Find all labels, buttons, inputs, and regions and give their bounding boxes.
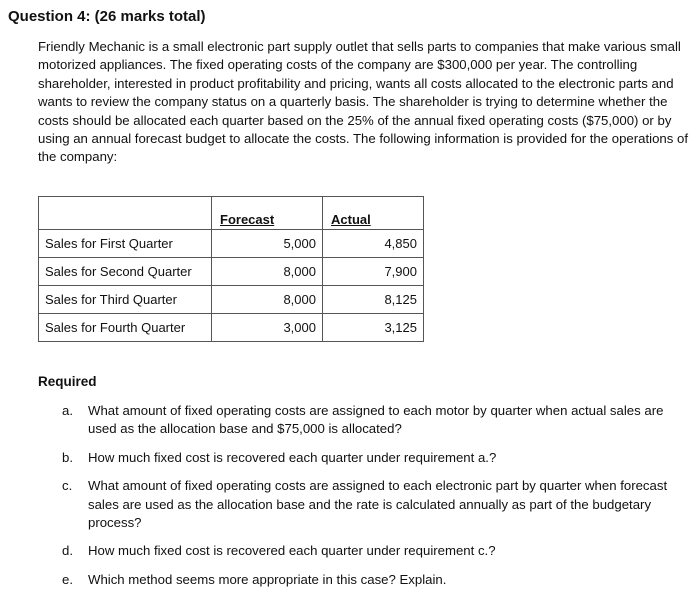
row-actual: 3,125 [323, 314, 424, 342]
header-label [39, 197, 212, 230]
row-label: Sales for Fourth Quarter [39, 314, 212, 342]
sales-table [38, 196, 424, 342]
item-text: Which method seems more appropriate in this case? Explain. [88, 571, 447, 587]
header-forecast: Forecast [212, 197, 323, 230]
table-row [39, 286, 424, 314]
item-text: How much fixed cost is recovered each quarter under requirement a.? [88, 449, 497, 465]
required-heading: Required [38, 374, 97, 389]
table-header-row [39, 197, 424, 230]
list-item [62, 571, 692, 589]
table-row [39, 230, 424, 258]
list-item [62, 402, 692, 439]
row-label: Sales for First Quarter [39, 230, 212, 258]
item-text: What amount of fixed operating costs are assigned to each electronic part by quarter when forecast sales are used as the allocation base and the rate is calculated annually as part of the budgetary process? [88, 478, 668, 531]
table-row [39, 314, 424, 342]
row-forecast: 8,000 [212, 286, 323, 314]
required-list [62, 402, 692, 599]
list-item [62, 449, 692, 467]
item-letter: c. [62, 478, 73, 494]
list-item [62, 477, 692, 532]
item-text: How much fixed cost is recovered each quarter under requirement c.? [88, 543, 496, 559]
row-actual: 7,900 [323, 258, 424, 286]
list-item [62, 542, 692, 560]
item-letter: d. [62, 543, 73, 559]
item-letter: a. [62, 403, 73, 418]
row-label: Sales for Third Quarter [39, 286, 212, 314]
item-text: What amount of fixed operating costs are assigned to each motor by quarter when actual sales are used as the allocation base and $75,000 is allocated? [88, 403, 664, 437]
row-actual: 8,125 [323, 286, 424, 314]
row-actual: 4,850 [323, 230, 424, 258]
item-letter: b. [62, 449, 73, 465]
row-forecast: 8,000 [212, 258, 323, 286]
row-forecast: 3,000 [212, 314, 323, 342]
header-actual: Actual [323, 197, 424, 230]
row-forecast: 5,000 [212, 230, 323, 258]
question-title: Question 4: (26 marks total) [8, 8, 206, 25]
item-letter: e. [62, 571, 73, 587]
row-label: Sales for Second Quarter [39, 258, 212, 286]
question-intro: Friendly Mechanic is a small electronic part supply outlet that sells parts to companies that make various small motorized appliances. The fixed operating costs of the company are $300,000 per year. The controlling shareholder, interested in product profitability and pricing, wants all costs allocated to the electronic parts and wants to review the company status on a quarterly basis. The shareholder is trying to determine whether the costs should be allocated each quarter based on the 25% of the annual fixed operating costs ($75,000) or by using an annual forecast budget to allocate the costs. The following information is provided for the operations of the company: [38, 39, 689, 165]
table-row [39, 258, 424, 286]
